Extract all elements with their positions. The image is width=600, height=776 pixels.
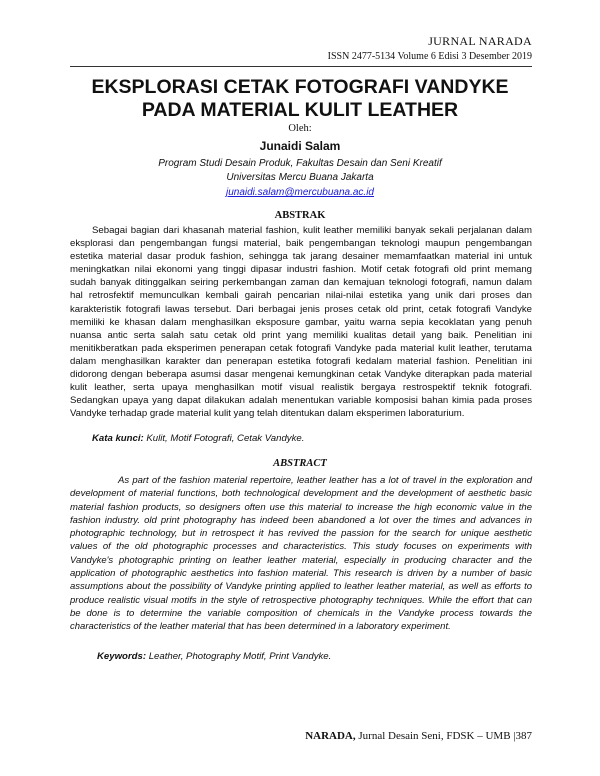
author-affiliation-program: Program Studi Desain Produk, Fakultas Desain dan Seni Kreatif	[158, 158, 442, 169]
abstrak-heading: ABSTRAK	[274, 210, 326, 221]
keywords-label: Keywords:	[97, 651, 147, 662]
kata-kunci	[92, 433, 304, 444]
running-header-journal: JURNAL NARADA	[428, 34, 532, 48]
running-header-issn: ISSN 2477-5134 Volume 6 Edisi 3 Desember 2019	[327, 51, 532, 62]
header-divider	[70, 66, 532, 67]
page-footer	[305, 730, 532, 742]
keywords	[97, 651, 331, 662]
title-line-1: EKSPLORASI CETAK FOTOGRAFI VANDYKE	[91, 76, 509, 98]
byline-oleh: Oleh:	[288, 123, 312, 134]
keywords-values: Leather, Photography Motif, Print Vandyke.	[148, 651, 332, 662]
kata-kunci-values: Kulit, Motif Fotografi, Cetak Vandyke.	[146, 433, 305, 444]
footer-details: Jurnal Desain Seni, FDSK – UMB |387	[358, 730, 532, 742]
footer-journal: NARADA,	[305, 730, 356, 742]
abstract-body: As part of the fashion material repertoire, leather leather has a lot of travel in the exploration and development of material functions, both technological development and the development of aesthetic basic material fashion products, so designers often use this material to increase the high economic value in the fashion industry. old print photography has indeed been abandoned a lot over the times and advances in photographic technology, but in retrospect it has revived the passion for the search for unique aesthetic values of the old photographic processes and characteristics. This study focuses on experiments with Vandyke's photographic printing on leather leather material, especially in producing character and the application of photographic aesthetics into fashion material. This research is driven by a number of basic assumptions about the possibility of Vandyke printing applied to leather leather material, as well as efforts to produce realistic visual motifs in the style of retrospective photography techniques. While the effort that can be done is to determine the variable composition of chemicals in the Vandyke process towards the characteristics of the leather material that has been determined in a laboratory experiment.	[70, 475, 532, 633]
author-affiliation-university: Universitas Mercu Buana Jakarta	[226, 172, 374, 183]
paper-title	[60, 76, 540, 122]
author-email-link[interactable]: junaidi.salam@mercubuana.ac.id	[225, 187, 374, 198]
kata-kunci-label: Kata kunci:	[92, 433, 144, 444]
abstract-heading: ABSTRACT	[273, 458, 327, 469]
abstrak-body: Sebagai bagian dari khasanah material fashion, kulit leather memiliki banyak sekali perjalanan dalam eksplorasi dan pengembangan fungsi material, baik pengembangan teknologi maupun pengembangan estetika material dasar produk fashion, sehingga tak jarang desainer memamfaatkan material ini untuk meningkatkan nilai ekonomi yang tinggi dipasar industri fashion. Motif cetak fotografi old print memang sudah banyak ditinggalkan seiring perkembangan zaman dan kemajuan teknologi fotografi, namun dalam hal retrosfektif memunculkan kembali gairah pencarian nilai-nilai estetika yang unik dari proses dan karakteristik fotografi lawas tersebut. Dari berbagai jenis proses cetak old print, cetak fotografi Vandyke memiliki ke khasan dalam menghasilkan eksposure gambar, yaitu warna sepia kecoklatan yang penuh nuansa antic serta salah satu cetak old print yang memiliki kualitas detail yang baik. Penelitian ini menitikberatkan pada eksperimen penerapan cetak fotografi Vandyke pada material kulit leather, terutama dalam menghasilkan karakter dan penerapan estetika fotografi kedalam material fashion. Penelitian ini didorong dengan beberapa asumsi dasar mengenai kemungkinan cetak Vandyke diterapkan pada material kulit leather, serta upaya menghasilkan motif visual realistik bergaya restrospektif teknik fotografi. Sedangkan upaya yang dapat dilakukan adalah menentukan variable komposisi bahan kimia pada proses Vandyke terhadap grade material kulit yang telah ditentukan dalam eksperimen laboraturium.	[70, 225, 532, 420]
author-name: Junaidi Salam	[259, 139, 341, 153]
title-line-2: PADA MATERIAL KULIT LEATHER	[141, 99, 459, 121]
